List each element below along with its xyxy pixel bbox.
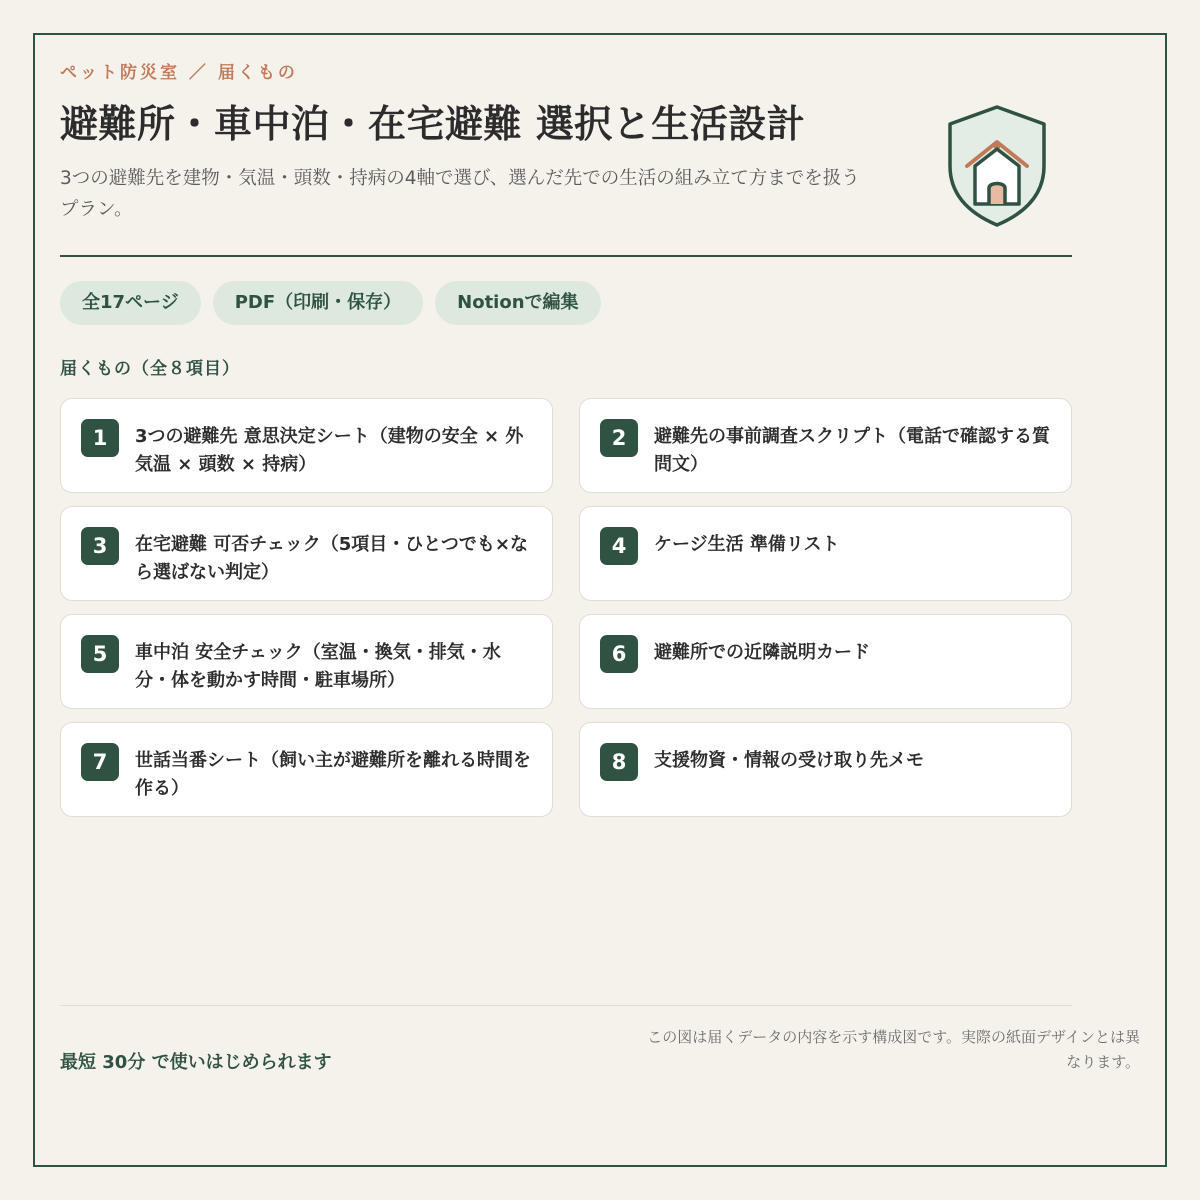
item-text: 在宅避難 可否チェック（5項目・ひとつでも×なら選ばない判定） <box>135 534 528 583</box>
page-title: 避難所・車中泊・在宅避難 選択と生活設計 <box>60 102 806 146</box>
item-text: 支援物資・情報の受け取り先メモ <box>654 750 924 771</box>
item-text: 3つの避難先 意思決定シート（建物の安全 × 外気温 × 頭数 × 持病） <box>135 426 524 475</box>
tag-pdf: PDF（印刷・保存） <box>213 281 423 325</box>
tag-notion: Notionで編集 <box>435 281 600 325</box>
item-text: 車中泊 安全チェック（室温・換気・排気・水分・体を動かす時間・駐車場所） <box>135 642 501 691</box>
section-label: 届くもの（全８項目） <box>60 359 240 379</box>
item-grid <box>60 398 1072 817</box>
tag-pages: 全17ページ <box>60 281 201 325</box>
page-description: 3つの避難先を建物・気温・頭数・持病の4軸で選び、選んだ先での生活の組み立て方までを扱うプラン。 <box>60 168 860 220</box>
item-card <box>579 614 1072 709</box>
item-number: 1 <box>81 419 119 457</box>
item-card <box>579 398 1072 493</box>
item-card <box>579 506 1072 601</box>
item-number: 7 <box>81 743 119 781</box>
header <box>60 60 1072 225</box>
item-number: 2 <box>600 419 638 457</box>
breadcrumb: ペット防災室 ／ 届くもの <box>60 63 298 83</box>
item-number: 5 <box>81 635 119 673</box>
tag-list <box>60 281 601 325</box>
item-card <box>60 722 553 817</box>
item-text: 避難先の事前調査スクリプト（電話で確認する質問文） <box>654 426 1050 475</box>
item-number: 3 <box>81 527 119 565</box>
item-text: 世話当番シート（飼い主が避難所を離れる時間を作る） <box>135 750 531 799</box>
item-card <box>60 506 553 601</box>
item-number: 8 <box>600 743 638 781</box>
item-number: 4 <box>600 527 638 565</box>
item-text: 避難所での近隣説明カード <box>654 642 870 663</box>
item-card <box>60 614 553 709</box>
item-card <box>579 722 1072 817</box>
footer-disclaimer: この図は届くデータの内容を示す構成図です。実際の紙面デザインとは異なります。 <box>647 1028 1140 1071</box>
header-divider <box>60 255 1072 257</box>
item-text: ケージ生活 準備リスト <box>654 534 840 555</box>
footer-note: 最短 30分 で使いはじめられます <box>60 1052 332 1073</box>
item-card <box>60 398 553 493</box>
item-number: 6 <box>600 635 638 673</box>
footer-divider <box>60 1005 1072 1006</box>
shield-house-icon <box>947 104 1047 228</box>
